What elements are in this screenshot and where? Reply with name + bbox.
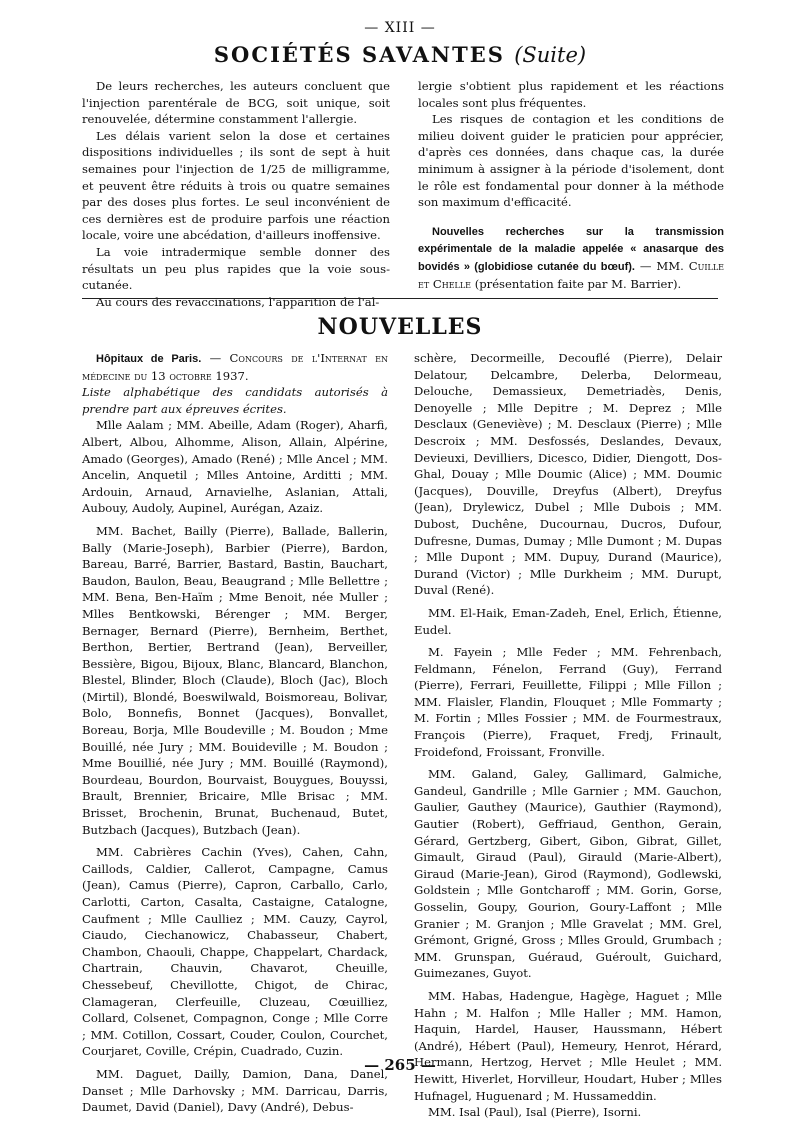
paragraph: Les délais varient selon la dose et certaines dispositions individuelles ; ils sont de sept à huit semaines pour l'injection de 1/25 de milligramme, et peuvent être réduits à trois ou quatre semaines par des doses plus fortes. Le seul inconvénient de ces dernières est de produire parfois une réaction locale, voire une abcédation, d'ailleurs inoffensive.: [82, 128, 390, 243]
list-heading: Liste alphabétique des candidats autorisés à prendre part aux épreuves écrites.: [82, 385, 388, 416]
names-paragraph: MM. Bachet, Bailly (Pierre), Ballade, Ballerin, Bally (Marie-Joseph), Barbier (Pierre), Bardon, Bareau, Barré, Barrier, Bastard, Bastin, Bauchart, Baudon, Baulon, Beau, Beaugrand ; Mlle Bellettre ; MM. Bena, Ben-Haïm ; Mme Benoit, née Muller ; Mlles Bentkowski, Bérenger ; MM. Berger, Bernager, Bernard (Pierre), Bernheim, Berthet, Berthon, Bertier, Bertrand (Jean), Berveiller, Bessière, Bigou, Bijoux, Blanc, Blancard, Blanchon, Blestel, Blinder, Bloch (Claude), Bloch (Jac), Bloch (Mirtil), Blondé, Boeswilwald, Boismoreau, Bolivar, Bolo, Bonnefis, Bonnet (Jacques), Bonvallet, Boreau, Borja, Mlle Boudeville ; M. Boudon ; Mme Bouillé, née Jury ; MM. Bouideville ; M. Boudon ; Mme Bouillié, née Jury ; MM. Bouillé (Raymond), Bourdeau, Bourdon, Bourvaist, Bouygues, Bouyssi, Brault, Brennier, Bricaire, Mlle Brisac ; MM. Brisset, Brochenin, Brunat, Buchenaud, Butet, Butzbach (Jacques), Butzbach (Jean).: [82, 523, 388, 837]
names-paragraph: MM. Daguet, Dailly, Damion, Dana, Danel, Danset ; Mlle Darhovsky ; MM. Darricau, Darris, Daumet, David (Daniel), Davy (André), Debus-: [82, 1066, 388, 1115]
paragraph: La voie intradermique semble donner des résultats un peu plus rapides que la voie sous-cutanée.: [82, 244, 390, 293]
societes-column-2: [418, 78, 724, 292]
anasarque-paragraph: [418, 223, 724, 292]
names-paragraph: MM. Galand, Galey, Gallimard, Galmiche, Gandeul, Gandrille ; Mlle Garnier ; MM. Gauchon, Gaulier, Gauthey (Maurice), Gauthier (Raymond), Gautier (Robert), Geffriaud, Genthon, Gerain, Gérard, Gertzberg, Gibert, Gibon, Gibrat, Gillet, Gimault, Giraud (Paul), Girauld (Marie-Albert), Giraud (Marie-Jean), Girod (Raymond), Godlewski, Goldstein ; Mlle Gontcharoff ; MM. Gorin, Gorse, Gosselin, Goupy, Gourion, Goury-Laffont ; Mlle Granier ; M. Granjon ; Mlle Gravelat ; MM. Grel, Grémont, Grigné, Gross ; Mlles Grould, Grumbach ; MM. Grunspan, Guéraud, Guéroult, Guichard, Guimezanes, Guyot.: [414, 767, 722, 981]
nouvelles-column-2: [414, 350, 722, 1121]
names-paragraph: MM. Isal (Paul), Isal (Pierre), Isorni.: [428, 1105, 642, 1120]
section-title-text: SOCIÉTÉS SAVANTES: [213, 42, 505, 67]
names-paragraph: MM. El-Haik, Eman-Zadeh, Enel, Erlich, Étienne, Eudel.: [414, 605, 722, 637]
section-suite: (Suite): [514, 43, 587, 67]
section-title: [0, 42, 800, 67]
names-paragraph: M. Fayein ; Mlle Feder ; MM. Fehrenbach, Feldmann, Fénelon, Ferrand (Guy), Ferrand (Pierre), Ferrari, Feuillette, Filippi ; Mlle Fillon ; MM. Flaisler, Flandin, Flouquet ; Mlle Fommarty ; M. Fortin ; Mlles Fossier ; MM. de Fourmestraux, François (Pierre), Fraquet, Fredj, Frinault, Froidefond, Froissant, Fronville.: [414, 645, 722, 759]
roman-page-number: — XIII —: [364, 20, 436, 36]
anasarque-authors: — MM. Cuille et Chelle: [418, 258, 725, 291]
nouvelles-column-1: [82, 350, 388, 1116]
concours-heading: [82, 350, 388, 384]
section-divider: [82, 298, 718, 299]
names-paragraph: MM. Cabrières Cachin (Yves), Cahen, Cahn, Caillods, Caldier, Callerot, Campagne, Camus (Jean), Camus (Pierre), Capron, Carballo, Carlo, Carlotti, Carton, Casalta, Castaigne, Catalogne, Caufment ; Mlle Caulliez ; MM. Cauzy, Cayrol, Ciaudo, Ciechanowicz, Chabasseur, Chabert, Chambon, Chaouli, Chappe, Chappelart, Chardack, Chartrain, Chauvin, Chavarot, Cheuille, Chessebeuf, Chevillotte, Chigot, de Chirac, Clamageran, Clerfeuille, Cluzeau, Cœuilliez, Collard, Colsenet, Compagnon, Conge ; Mlle Corre ; MM. Cotillon, Cossart, Couder, Coulon, Courchet, Courjaret, Coville, Crépin, Cuadrado, Cuzin.: [82, 845, 388, 1059]
anasarque-presented: (présentation faite par M. Barrier).: [474, 276, 682, 291]
concours-text: — Concours de l'Internat en médecine du 13 octobre 1937.: [82, 351, 388, 383]
paragraph: lergie s'obtient plus rapidement et les réactions locales sont plus fréquentes.: [418, 79, 724, 110]
page-folio: — 265 —: [364, 1056, 436, 1074]
names-paragraph: schère, Decormeille, Decouflé (Pierre), Delair Delatour, Delcambre, Delerba, Delormeau, Delouche, Demassieux, Demetriadès, Denis, Denoyelle ; Mlle Depitre ; M. Deprez ; Mlle Desclaux (Geneviève) ; M. Desclaux (Pierre) ; Mlle Descroix ; MM. Desfossés, Deslandes, Devaux, Devieuxi, Devilliers, Dicesco, Didier, Diengott, Dos-Ghal, Douay ; Mlle Doumic (Alice) ; MM. Doumic (Jacques), Douville, Dreyfus (Albert), Dreyfus (Jean), Drylewicz, Dubel ; Mlle Dubois ; MM. Dubost, Duchêne, Ducournau, Ducros, Dufour, Dufresne, Dumas, Dumay ; Mlle Dumont ; M. Dupas ; Mlle Dupont ; MM. Dupuy, Durand (Maurice), Durand (Victor) ; Mlle Durkheim ; MM. Durupt, Duval (René).: [414, 351, 722, 598]
nouvelles-title: NOUVELLES: [317, 314, 483, 340]
anasarque-title: Nouvelles recherches sur la transmission expérimentale de la maladie appelée « anasarque des bovidés » (globidiose cutanée du bœuf).: [418, 225, 724, 273]
names-paragraph: Mlle Aalam ; MM. Abeille, Adam (Roger), Aharfi, Albert, Albou, Alhomme, Alison, Allain, Alpérine, Amado (Georges), Amado (René) ; Mlle Ancel ; MM. Ancelin, Anquetil ; Mlles Antoine, Arditti ; MM. Ardouin, Arnaud, Arnavielhe, Aslanian, Attali, Aubouy, Audoly, Aupinel, Aurégan, Azaiz.: [82, 418, 388, 516]
paragraph: De leurs recherches, les auteurs concluent que l'injection parentérale de BCG, soit unique, soit renouvelée, détermine constamment l'allergie.: [82, 79, 390, 127]
paragraph: Au cours des revaccinations, l'apparition de l'al-: [96, 294, 380, 309]
names-paragraph: MM. Habas, Hadengue, Hagège, Haguet ; Mlle Hahn ; M. Halfon ; Mlle Haller ; MM. Hamon, Haquin, Hardel, Hauser, Haussmann, Hébert (André), Hébert (Paul), Hemeury, Henrot, Hérard, Hermann, Hertzog, Hervet ; Mlle Heulet ; MM. Hewitt, Hiverlet, Horvilleur, Houdart, Huber ; Mlles Hufnagel, Huguenard ; M. Hussameddin.: [414, 988, 722, 1103]
paragraph: Les risques de contagion et les conditions de milieu doivent guider le praticien pour apprécier, d'après ces données, dans chaque cas, la durée minimum à assigner à la période d'isolement, dont le rôle est fondamental pour donner à la méthode son maximum d'efficacité.: [418, 112, 724, 210]
societes-column-1: [82, 78, 390, 310]
hopitaux-label: Hôpitaux de Paris.: [96, 353, 202, 365]
